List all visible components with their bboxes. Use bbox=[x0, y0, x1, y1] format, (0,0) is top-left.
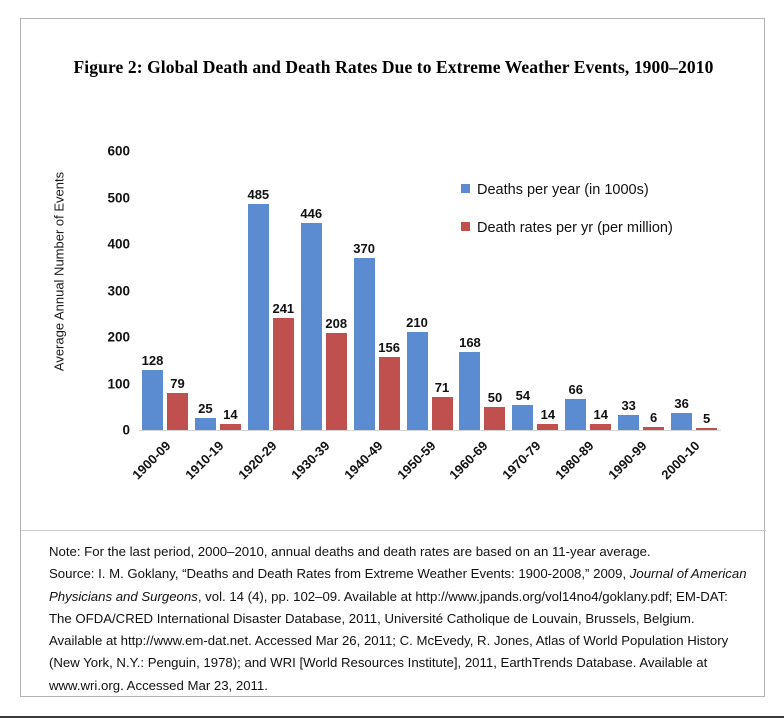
bar-death-rates[interactable] bbox=[484, 389, 505, 430]
bar-group bbox=[340, 151, 404, 483]
bar-value-label: 50 bbox=[487, 389, 503, 405]
figure-title: Figure 2: Global Death and Death Rates Due to Extreme Weather Events, 1900–2010 bbox=[73, 57, 714, 77]
bar-group bbox=[235, 151, 298, 483]
footnote-source-line bbox=[49, 563, 749, 697]
x-axis-tick: 1910-19 bbox=[182, 438, 227, 483]
bar-chart bbox=[21, 104, 766, 514]
y-axis-tick: 400 bbox=[107, 236, 130, 252]
bar-deaths[interactable] bbox=[459, 334, 481, 430]
footnote-note-line: Note: For the last period, 2000–2010, annual deaths and death rates are based on an 11-year average. bbox=[49, 544, 651, 559]
bar-death-rates[interactable] bbox=[432, 380, 453, 430]
bar-value-label: 485 bbox=[247, 187, 270, 203]
bar-value-label: 168 bbox=[459, 334, 481, 350]
footnote-source-part1: Source: I. M. Goklany, “Deaths and Death Rates from Extreme Weather Events: 1900-2008,” 2009, bbox=[49, 566, 630, 582]
bar-deaths[interactable] bbox=[195, 401, 216, 430]
bar-death-rates[interactable] bbox=[537, 406, 558, 431]
bar-value-label: 14 bbox=[223, 406, 238, 422]
x-axis-tick: 1950-59 bbox=[393, 438, 439, 483]
chart-legend bbox=[461, 182, 673, 258]
y-axis-tick: 600 bbox=[107, 143, 130, 159]
bar-death-rates[interactable] bbox=[272, 300, 295, 430]
bar-value-label: 33 bbox=[621, 397, 636, 413]
x-axis-tick: 1980-89 bbox=[552, 438, 597, 483]
footnote-source-journal: Journal of American Physicians and Surgeons bbox=[49, 566, 747, 604]
bar-deaths[interactable] bbox=[671, 396, 692, 430]
bar-death-rates[interactable] bbox=[325, 316, 348, 430]
x-axis-tick: 1970-79 bbox=[499, 438, 544, 483]
x-axis-tick: 1900-09 bbox=[129, 438, 174, 483]
bar-value-label: 241 bbox=[272, 300, 295, 316]
bar-deaths[interactable] bbox=[300, 205, 323, 430]
bar-value-label: 6 bbox=[650, 410, 658, 426]
bar-value-label: 5 bbox=[702, 410, 711, 426]
bar-value-label: 14 bbox=[593, 406, 608, 422]
bar-value-label: 54 bbox=[515, 387, 531, 403]
bar-value-label: 128 bbox=[141, 353, 164, 369]
footnote-divider bbox=[21, 530, 766, 531]
legend-label: Deaths per year (in 1000s) bbox=[477, 182, 649, 198]
y-axis-tick: 500 bbox=[107, 190, 130, 205]
bar-value-label: 208 bbox=[325, 316, 348, 332]
bar-death-rates[interactable] bbox=[590, 406, 611, 431]
bar-death-rates[interactable] bbox=[378, 340, 400, 430]
bar-group bbox=[393, 151, 457, 483]
y-axis-tick: 100 bbox=[107, 376, 130, 391]
bar-deaths[interactable] bbox=[353, 240, 375, 430]
bar-death-rates[interactable] bbox=[643, 410, 664, 430]
bar-death-rates[interactable] bbox=[696, 410, 717, 430]
bar-group bbox=[658, 151, 721, 483]
bar-deaths[interactable] bbox=[406, 315, 428, 430]
y-axis-tick: 300 bbox=[107, 283, 130, 298]
legend-item[interactable] bbox=[461, 220, 673, 236]
bar-deaths[interactable] bbox=[565, 382, 586, 430]
bar-deaths[interactable] bbox=[618, 397, 639, 430]
x-axis-tick: 1920-29 bbox=[235, 438, 280, 483]
legend-swatch-death-rates bbox=[461, 222, 470, 231]
bar-group bbox=[287, 151, 351, 483]
bar-value-label: 370 bbox=[353, 240, 375, 256]
bar-value-label: 210 bbox=[406, 315, 428, 331]
x-axis-tick: 1990-99 bbox=[605, 438, 650, 483]
y-axis-tick: 200 bbox=[107, 329, 130, 345]
x-axis-tick: 1930-39 bbox=[287, 438, 333, 483]
legend-label: Death rates per yr (per million) bbox=[477, 220, 673, 236]
bar-value-label: 446 bbox=[300, 205, 323, 221]
bar-group bbox=[129, 151, 192, 483]
x-axis-tick: 2000-10 bbox=[658, 438, 703, 483]
y-axis-tick: 0 bbox=[122, 422, 130, 438]
y-axis-title: Average Annual Number of Events bbox=[51, 171, 67, 372]
bar-deaths[interactable] bbox=[141, 353, 164, 430]
legend-item[interactable] bbox=[461, 182, 673, 198]
bar-deaths[interactable] bbox=[512, 387, 533, 430]
x-axis-tick: 1940-49 bbox=[340, 438, 386, 483]
page-bottom-rule bbox=[0, 716, 784, 718]
bar-value-label: 25 bbox=[198, 401, 213, 417]
bar-group bbox=[182, 151, 245, 483]
bar-value-label: 156 bbox=[378, 340, 400, 356]
x-axis-tick: 1960-69 bbox=[446, 438, 492, 483]
bar-value-label: 14 bbox=[540, 406, 556, 422]
footnote-source-part2: , vol. 14 (4), pp. 102–09. Available at http://www.jpands.org/vol14no4/goklany.pdf; EM-DAT: The OFDA/CRED International Disaster Database, 2011, Université Catholique de Louvain, Brussels, Belgium. Available at http://www.em-dat.net. Accessed Mar 26, 2011; C. McEvedy, R. Jones, Atlas of World Population History (New York, N.Y.: Penguin, 1978); and WRI [World Resources Institute], 2011, EarthTrends Database. Available at www.wri.org. Accessed Mar 23, 2011. bbox=[49, 588, 729, 693]
bar-deaths[interactable] bbox=[247, 187, 270, 430]
bar-value-label: 79 bbox=[170, 376, 185, 392]
figure-frame bbox=[20, 18, 765, 697]
bar-death-rates[interactable] bbox=[220, 406, 241, 431]
bar-value-label: 66 bbox=[568, 382, 583, 398]
footnote-block bbox=[49, 541, 749, 697]
bar-value-label: 36 bbox=[674, 396, 689, 412]
legend-swatch-deaths bbox=[461, 184, 470, 193]
x-axis-line bbox=[139, 430, 721, 431]
bar-value-label: 71 bbox=[434, 380, 450, 395]
bar-death-rates[interactable] bbox=[167, 376, 188, 430]
